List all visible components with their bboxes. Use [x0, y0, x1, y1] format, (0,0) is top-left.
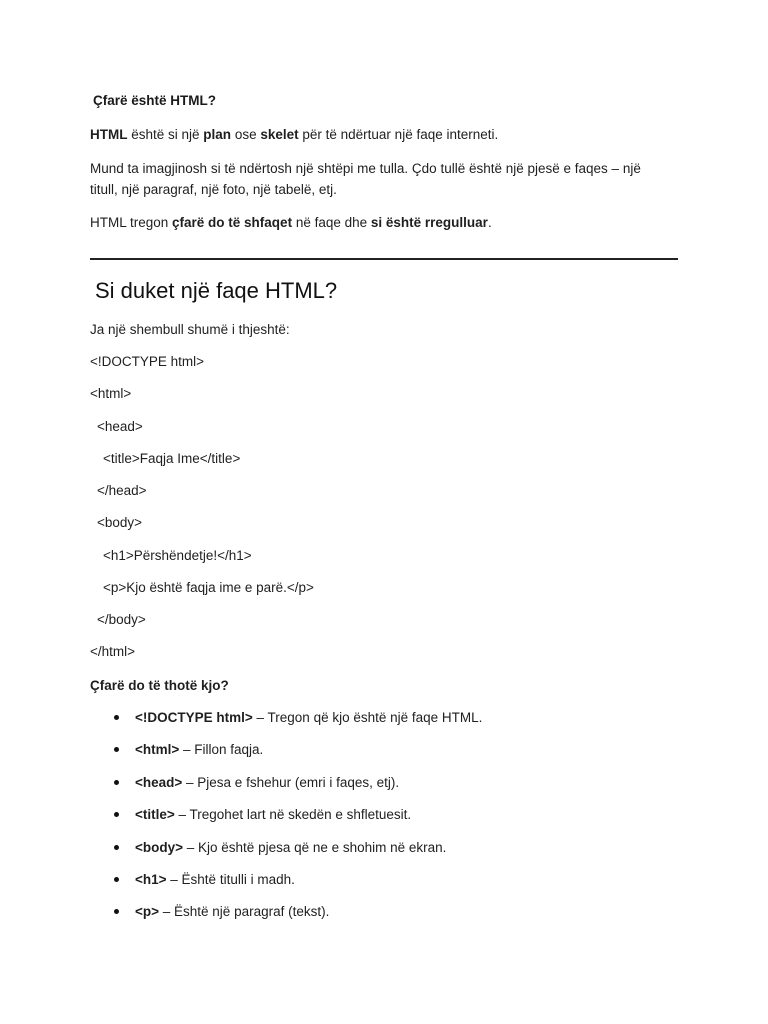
- code-line: </body>: [97, 612, 146, 627]
- list-item-tag: <!DOCTYPE html>: [135, 710, 253, 725]
- code-line: <h1>Përshëndetje!</h1>: [103, 548, 252, 563]
- list-item-text: – Tregon që kjo është një faqe HTML.: [252, 710, 483, 725]
- code-line: <head>: [97, 419, 143, 434]
- list-item: [135, 741, 263, 759]
- list-item: [135, 903, 329, 921]
- paragraph-analogy-line2: titull, një paragraf, një foto, një tabelë, etj.: [90, 182, 337, 197]
- list-item-tag: <body>: [135, 840, 184, 855]
- text-span: në faqe dhe: [292, 215, 371, 230]
- bullet-icon: [114, 909, 119, 914]
- list-item: [135, 839, 446, 857]
- list-item-tag: <h1>: [135, 872, 167, 887]
- code-line: </html>: [90, 644, 136, 659]
- text-span: është si një: [127, 127, 204, 142]
- text-span: HTML tregon: [90, 215, 173, 230]
- list-item-tag: <html>: [135, 742, 180, 757]
- bullet-icon: [114, 877, 119, 882]
- list-item-tag: <title>: [135, 807, 175, 822]
- list-item: [135, 709, 482, 727]
- bullet-icon: [114, 812, 119, 817]
- horizontal-divider: [90, 258, 678, 260]
- code-line: </head>: [97, 483, 147, 498]
- list-item-text: – Është një paragraf (tekst).: [159, 904, 330, 919]
- list-item-tag: <head>: [135, 775, 183, 790]
- text-bold-arranged: si është rregulluar: [370, 215, 488, 230]
- paragraph-analogy-line1: Mund ta imagjinosh si të ndërtosh një shtëpi me tulla. Çdo tullë është një pjesë e faqes – një: [90, 161, 641, 176]
- bullet-icon: [114, 845, 119, 850]
- text-bold-what-shows: çfarë do të shfaqet: [172, 215, 293, 230]
- code-line: <html>: [90, 386, 132, 401]
- section-heading-what-is-html: Çfarë është HTML?: [93, 93, 217, 108]
- list-item: [135, 774, 399, 792]
- text-bold-html: HTML: [90, 127, 128, 142]
- text-bold-skelet: skelet: [260, 127, 299, 142]
- list-item-text: – Fillon faqja.: [179, 742, 264, 757]
- code-line: <body>: [97, 515, 143, 530]
- code-line: <title>Faqja Ime</title>: [103, 451, 241, 466]
- text-bold-plan: plan: [203, 127, 232, 142]
- list-item: [135, 871, 295, 889]
- list-item-tag: <p>: [135, 904, 160, 919]
- list-item: [135, 806, 411, 824]
- list-item-text: – Është titulli i madh.: [166, 872, 295, 887]
- text-span: .: [487, 215, 492, 230]
- list-item-text: – Kjo është pjesa që ne e shohim në ekran.: [183, 840, 447, 855]
- explain-heading: Çfarë do të thotë kjo?: [90, 678, 229, 693]
- paragraph-html-purpose: [90, 214, 492, 232]
- intro-text: Ja një shembull shumë i thjeshtë:: [90, 322, 290, 337]
- bullet-icon: [114, 747, 119, 752]
- text-span: ose: [231, 127, 261, 142]
- code-line: <!DOCTYPE html>: [90, 354, 205, 369]
- section-heading-html-page-look: Si duket një faqe HTML?: [95, 278, 338, 303]
- bullet-icon: [114, 715, 119, 720]
- code-line: <p>Kjo është faqja ime e parë.</p>: [103, 580, 314, 595]
- list-item-text: – Tregohet lart në skedën e shfletuesit.: [174, 807, 412, 822]
- text-span: për të ndërtuar një faqe interneti.: [298, 127, 499, 142]
- bullet-icon: [114, 780, 119, 785]
- list-item-text: – Pjesa e fshehur (emri i faqes, etj).: [182, 775, 400, 790]
- paragraph-html-definition: [90, 126, 498, 144]
